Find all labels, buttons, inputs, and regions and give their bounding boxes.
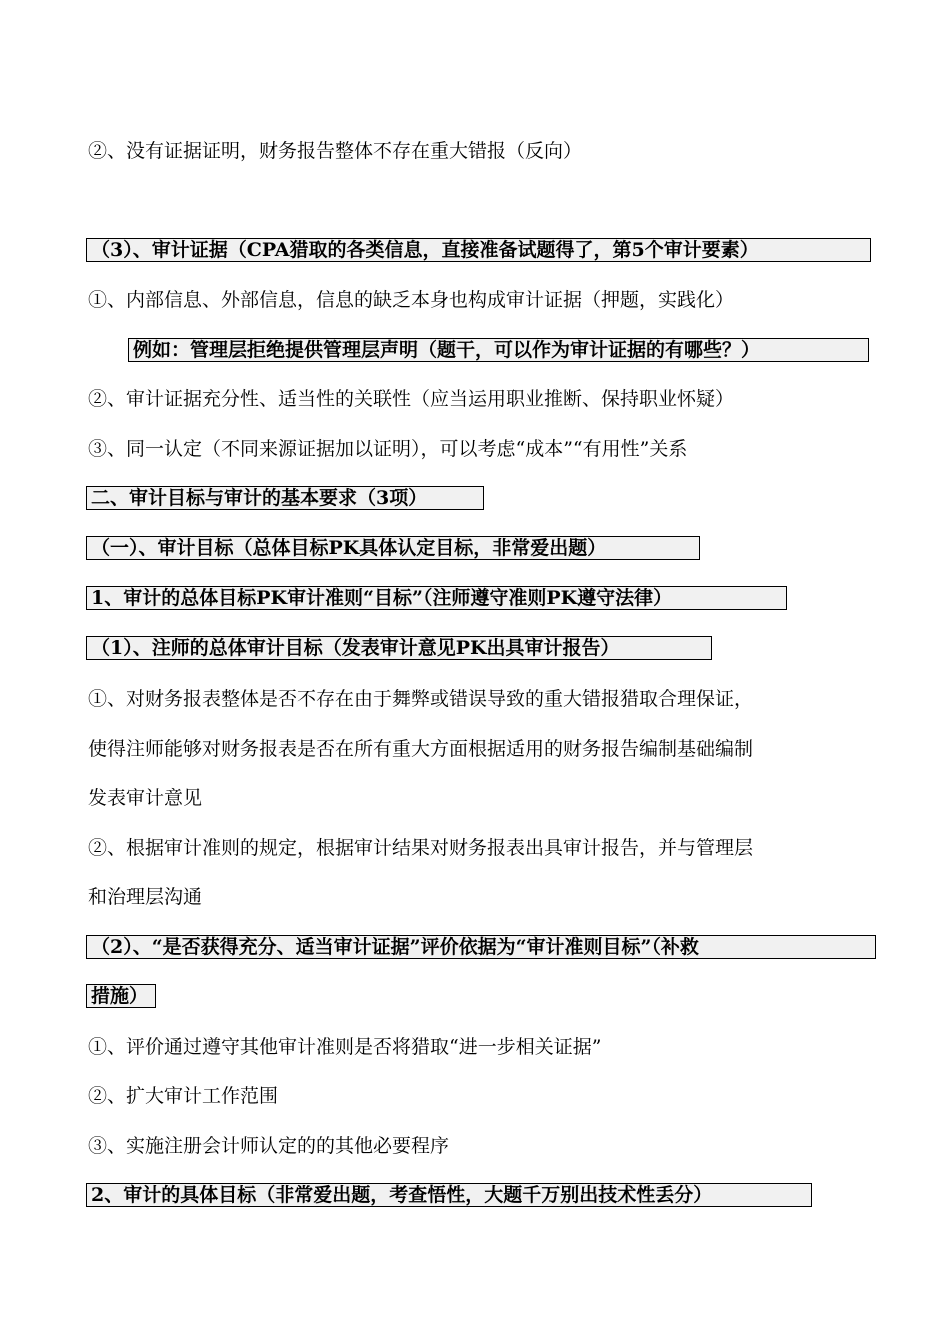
section-heading: （一）、审计目标（总体目标PK具体认定目标，非常爱出题） xyxy=(86,536,700,560)
section-heading: （1）、注师的总体审计目标（发表审计意见PK出具审计报告） xyxy=(86,636,712,660)
text-line: ②、扩大审计工作范围 xyxy=(88,1085,279,1107)
section-heading: 二、审计目标与审计的基本要求（3项） xyxy=(86,486,484,510)
example-heading: 例如：管理层拒绝提供管理层声明（题干，可以作为审计证据的有哪些？） xyxy=(128,338,869,362)
text-line: 使得注师能够对财务报表是否在所有重大方面根据适用的财务报告编制基础编制 xyxy=(88,738,754,760)
text-line: 和治理层沟通 xyxy=(88,886,203,908)
section-heading: 1、审计的总体目标PK审计准则“目标”（注师遵守准则PK遵守法律） xyxy=(86,586,787,610)
text-line: ①、对财务报表整体是否不存在由于舞弊或错误导致的重大错报猎取合理保证， xyxy=(88,688,754,710)
text-line: ①、评价通过遵守其他审计准则是否将猎取“进一步相关证据” xyxy=(88,1036,602,1058)
text-line: 发表审计意见 xyxy=(88,787,203,809)
text-line: ①、内部信息、外部信息，信息的缺乏本身也构成审计证据（押题，实践化） xyxy=(88,289,735,311)
text-line: ②、根据审计准则的规定，根据审计结果对财务报表出具审计报告，并与管理层 xyxy=(88,837,754,859)
section-heading: （3）、审计证据（CPA猎取的各类信息，直接准备试题得了，第5个审计要素） xyxy=(86,238,871,262)
text-line: ③、同一认定（不同来源证据加以证明），可以考虑“成本”“有用性”关系 xyxy=(88,438,688,460)
section-heading: 2、审计的具体目标（非常爱出题，考查悟性，大题千万别出技术性丢分） xyxy=(86,1183,812,1207)
text-line: ②、审计证据充分性、适当性的关联性（应当运用职业推断、保持职业怀疑） xyxy=(88,388,735,410)
text-line: ③、实施注册会计师认定的的其他必要程序 xyxy=(88,1135,450,1157)
text-line: ②、没有证据证明，财务报告整体不存在重大错报（反向） xyxy=(88,140,583,162)
section-heading: （2）、“是否获得充分、适当审计证据”评价依据为“审计准则目标”（补救 xyxy=(86,935,876,959)
section-heading-continued: 措施） xyxy=(86,984,156,1008)
